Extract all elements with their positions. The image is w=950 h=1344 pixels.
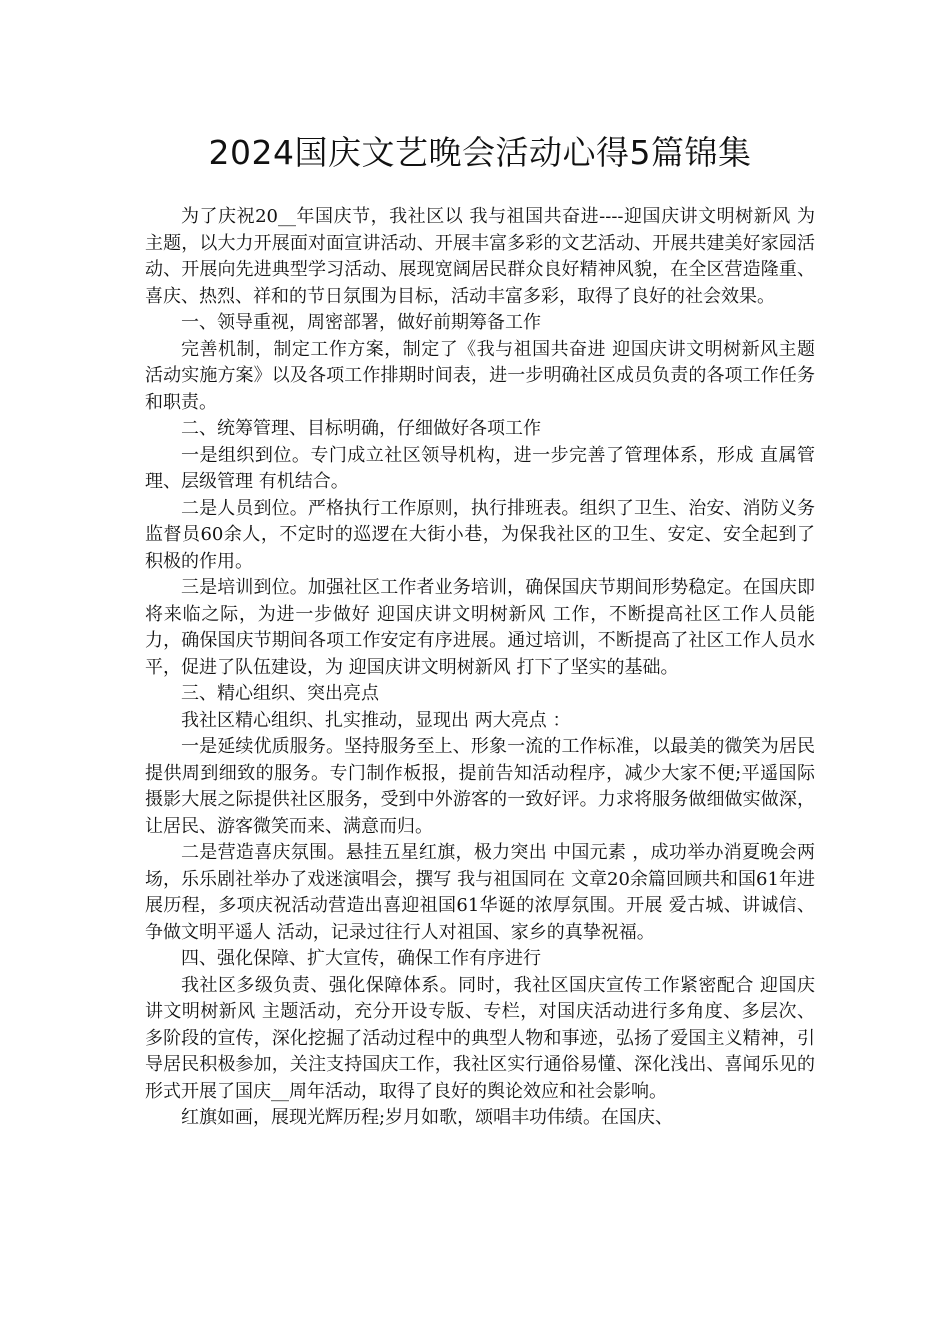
section-heading-3: 三、精心组织、突出亮点 — [181, 683, 379, 704]
document-body — [145, 204, 815, 1132]
section-heading-4: 四、强化保障、扩大宣传，确保工作有序进行 — [181, 948, 541, 969]
paragraph: 二是营造喜庆氛围。悬挂五星红旗，极力突出 中国元素 ，成功举办消夏晚会两场，乐乐剧社举办了戏迷演唱会，撰写 我与祖国同在 文章20余篇回顾共和国61年进展历程，多项庆祝活动营造出喜迎祖国61华诞的浓厚氛围。开展 爱古城、讲诚信、争做文明平遥人 活动，记录过往行人对祖国、家乡的真挚祝福。 — [145, 842, 815, 943]
paragraph: 三是培训到位。加强社区工作者业务培训，确保国庆节期间形势稳定。在国庆即将来临之际，为进一步做好 迎国庆讲文明树新风 工作，不断提高社区工作人员能力，确保国庆节期间各项工作安定有序进展。通过培训，不断提高了社区工作人员水平，促进了队伍建设，为 迎国庆讲文明树新风 打下了坚实的基础。 — [145, 577, 815, 678]
document-title: 2024国庆文艺晚会活动心得5篇锦集 — [208, 133, 752, 172]
paragraph: 我社区精心组织、扎实推动，显现出 两大亮点 ： — [181, 709, 571, 731]
section-heading-1: 一、领导重视，周密部署，做好前期筹备工作 — [181, 312, 541, 333]
paragraph: 完善机制，制定工作方案，制定了《我与祖国共奋进 迎国庆讲文明树新风主题活动实施方案》以及各项工作排期时间表，进一步明确社区成员负责的各项工作任务和职责。 — [145, 338, 815, 413]
paragraph: 我社区多级负责、强化保障体系。同时，我社区国庆宣传工作紧密配合 迎国庆讲文明树新风 主题活动，充分开设专版、专栏，对国庆活动进行多角度、多层次、多阶段的宣传，深化挖掘了活动过程中的典型人物和事迹，弘扬了爱国主义精神，引导居民积极参加，关注支持国庆工作，我社区实行通俗易懂、深化浅出、喜闻乐见的形式开展了国庆__周年活动，取得了良好的舆论效应和社会影响。 — [145, 974, 815, 1102]
paragraph: 二是人员到位。严格执行工作原则，执行排班表。组织了卫生、治安、消防义务监督员60余人，不定时的巡逻在大街小巷，为保我社区的卫生、安定、安全起到了积极的作用。 — [145, 497, 815, 572]
paragraph: 红旗如画，展现光辉历程;岁月如歌，颂唱丰功伟绩。在国庆、 — [181, 1107, 674, 1128]
paragraph: 一是延续优质服务。坚持服务至上、形象一流的工作标准，以最美的微笑为居民提供周到细致的服务。专门制作板报，提前告知活动程序，减少大家不便;平遥国际摄影大展之际提供社区服务，受到中外游客的一致好评。力求将服务做细做实做深，让居民、游客微笑而来、满意而归。 — [145, 736, 815, 837]
paragraph: 一是组织到位。专门成立社区领导机构，进一步完善了管理体系，形成 直属管理、层级管理 有机结合。 — [145, 444, 815, 492]
section-heading-2: 二、统筹管理、目标明确，仔细做好各项工作 — [181, 418, 541, 439]
paragraph-intro: 为了庆祝20__年国庆节，我社区以 我与祖国共奋进----迎国庆讲文明树新风 为主题，以大力开展面对面宣讲活动、开展丰富多彩的文艺活动、开展共建美好家园活动、开展向先进典型学习活动、展现宽阔居民群众良好精神风貌，在全区营造隆重、喜庆、热烈、祥和的节日氛围为目标，活动丰富多彩，取得了良好的社会效果。 — [145, 206, 815, 307]
